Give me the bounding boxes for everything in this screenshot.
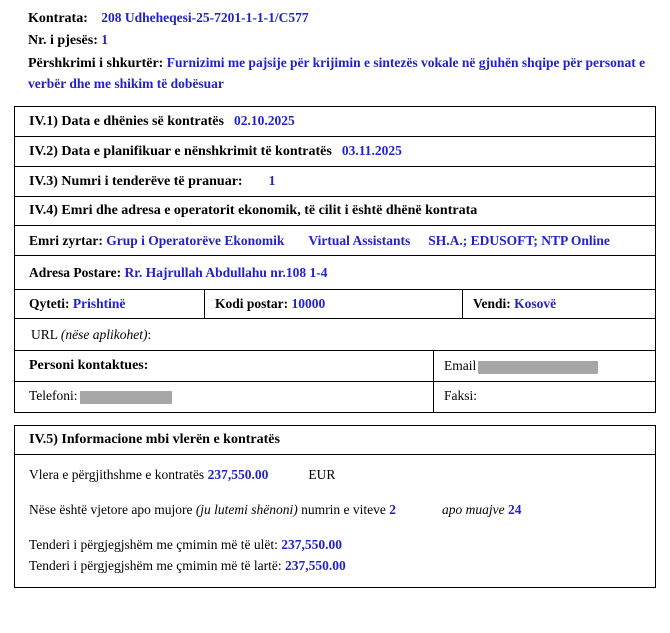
fax-cell [434, 382, 655, 412]
total-value-amount: 237,550.00 [207, 467, 269, 483]
email-redaction-bar [478, 361, 598, 374]
postal-address-label: Adresa Postare: [29, 265, 122, 281]
contract-label: Kontrata: [28, 11, 88, 26]
months-value: 24 [508, 502, 522, 518]
postal-address-row [15, 256, 655, 290]
iv5-title-row [15, 426, 655, 455]
postal-address-value: Rr. Hajrullah Abdullahu nr.108 1-4 [124, 265, 328, 281]
iv2-label: IV.2) Data e planifikuar e nënshkrimit të kontratës [29, 144, 332, 160]
city-cell [15, 290, 205, 318]
country-value: Kosovë [514, 295, 557, 311]
iv5-body [15, 455, 655, 587]
total-value-row [29, 465, 645, 486]
highest-tender-value: 237,550.00 [284, 557, 346, 573]
duration-row [29, 500, 645, 521]
duration-text: Nëse është vjetore apo mujore [29, 502, 193, 518]
official-name-label: Emri zyrtar [29, 233, 99, 249]
description-label: Përshkrimi i shkurtër [28, 55, 159, 71]
contact-person-cell [15, 351, 434, 381]
months-text: apo muajve [442, 502, 505, 518]
iv1-label: IV.1) Data e dhënies së kontratës [29, 114, 224, 130]
postcode-value: 10000 [291, 295, 326, 311]
email-label: Email [444, 358, 477, 374]
lot-sep: : [93, 33, 98, 49]
total-value-label: Vlera e përgjithshme e kontratës [29, 467, 205, 483]
phone-sep: : [73, 388, 78, 404]
email-cell [434, 351, 655, 381]
iv2-value: 03.11.2025 [341, 143, 402, 159]
url-label: URL [31, 326, 58, 342]
iv3-value: 1 [268, 173, 276, 189]
description-sep: : [158, 55, 164, 71]
contact-email-row [15, 351, 655, 382]
url-note: (nëse aplikohet) [60, 326, 148, 342]
phone-cell [15, 382, 434, 412]
lowest-tender-row [29, 535, 645, 556]
official-name-value-3: SH.A.; EDUSOFT; NTP Online [428, 233, 610, 249]
url-sep: : [147, 326, 152, 342]
official-name-value-2: Virtual Assistants [308, 233, 411, 249]
url-row [15, 319, 655, 352]
official-name-row [15, 226, 655, 256]
contract-value: 208 Udheheqesi-25-7201-1-1-1/C577 [101, 10, 309, 25]
phone-label: Telefoni [29, 388, 74, 404]
iv5-title: IV.5) Informacione mbi vlerën e kontratës [29, 432, 280, 448]
section-iv-box [14, 106, 656, 413]
postcode-label: Kodi postar: [215, 295, 289, 311]
official-name-sep: : [98, 233, 103, 249]
fax-label: Faksi: [444, 388, 478, 404]
phone-redaction-bar [80, 391, 172, 404]
iv1-row [15, 107, 655, 137]
highest-tender-label: Tenderi i përgjegjshëm me çmimin më të lartë: [29, 557, 282, 573]
total-value-currency: EUR [308, 467, 336, 483]
lot-number-row [28, 30, 656, 51]
lot-label: Nr. i pjesës [28, 33, 94, 49]
location-row [15, 290, 655, 319]
description-value: Furnizimi me pajsije për krijimin e sintezës vokale në gjuhën shqipe për personat e verbër dhe me shikim të dobësuar [28, 54, 646, 91]
iv4-label: IV.4) Emri dhe adresa e operatorit ekonomik, të cilit i është dhënë kontrata [29, 203, 478, 219]
lowest-tender-label: Tenderi i përgjegjshëm me çmimin më të ulët: [29, 536, 278, 552]
description-row [28, 53, 656, 94]
official-name-value: Grup i Operatorëve Ekonomik [106, 233, 285, 249]
phone-fax-row [15, 382, 655, 412]
iv2-row [15, 137, 655, 167]
country-label: Vendi: [473, 295, 511, 311]
city-value: Prishtinë [72, 295, 126, 311]
iv4-row [15, 197, 655, 226]
iv1-value: 02.10.2025 [233, 113, 295, 129]
lot-value: 1 [101, 32, 108, 48]
iv3-row [15, 167, 655, 197]
years-value: 2 [389, 502, 397, 518]
years-text: numrin e viteve [301, 502, 386, 518]
contract-header [14, 6, 656, 93]
contact-person-label: Personi kontaktues: [29, 358, 149, 374]
city-label: Qyteti: [29, 295, 70, 311]
lowest-tender-value: 237,550.00 [281, 536, 342, 552]
highest-tender-row [29, 556, 645, 577]
contract-number-row [28, 8, 656, 29]
postcode-cell [205, 290, 463, 318]
iv3-label: IV.3) Numri i tenderëve të pranuar: [29, 174, 243, 190]
duration-note: (ju lutemi shënoni) [195, 502, 298, 518]
country-cell [463, 290, 655, 318]
section-iv5-box [14, 425, 656, 588]
